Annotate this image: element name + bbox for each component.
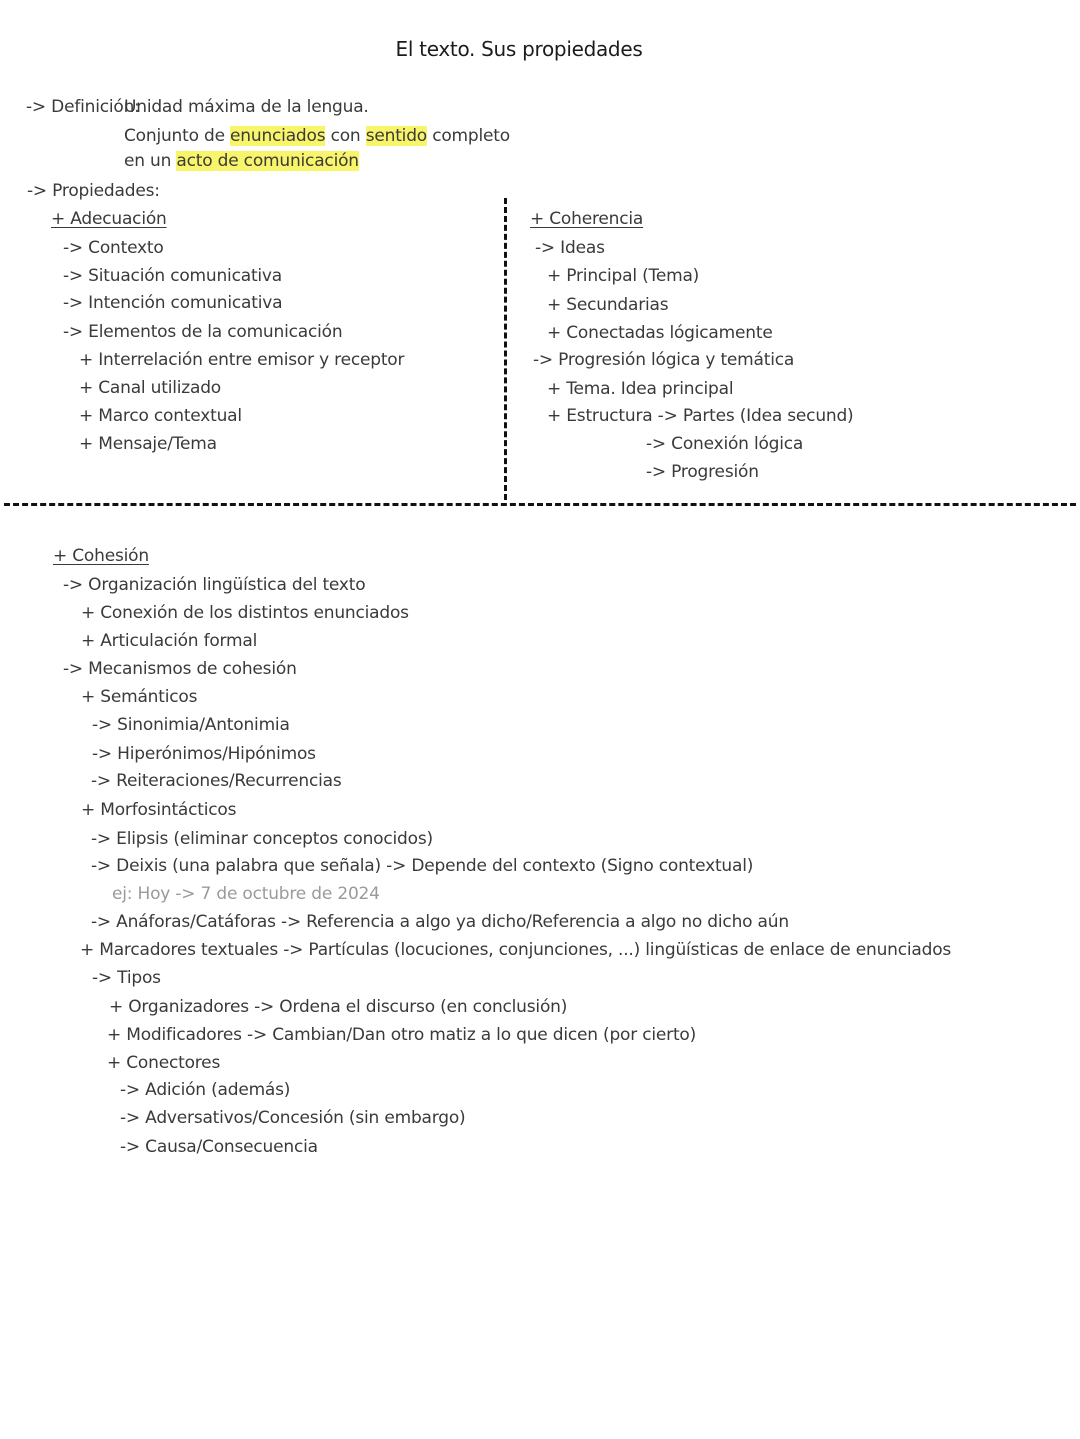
coherencia-item: -> Progresión lógica y temática [533, 350, 795, 370]
cohesion-item: -> Adversativos/Concesión (sin embargo) [120, 1108, 466, 1128]
cohesion-item: -> Sinonimia/Antonimia [92, 715, 290, 735]
cohesion-item: -> Hiperónimos/Hipónimos [92, 744, 316, 764]
cohesion-item: -> Causa/Consecuencia [120, 1137, 318, 1157]
highlight-sentido: sentido [365, 126, 427, 146]
text-fragment: completo [427, 126, 510, 146]
adecuacion-item: -> Intención comunicativa [63, 293, 283, 313]
cohesion-heading: + Cohesión [53, 546, 149, 566]
definition-line-1: Unidad máxima de la lengua. [124, 97, 369, 117]
cohesion-item: + Organizadores -> Ordena el discurso (en conclusión) [109, 997, 568, 1017]
cohesion-item: + Morfosintácticos [81, 800, 237, 820]
vertical-dashed-divider [504, 198, 507, 500]
definition-line-2 [124, 125, 510, 147]
cohesion-item: + Semánticos [81, 687, 198, 707]
adecuacion-item: + Mensaje/Tema [79, 434, 217, 454]
coherencia-item: + Tema. Idea principal [547, 379, 734, 399]
coherencia-item: + Principal (Tema) [547, 266, 700, 286]
adecuacion-item: -> Elementos de la comunicación [63, 322, 343, 342]
definition-label: -> Definición: [26, 97, 140, 117]
adecuacion-item: + Interrelación entre emisor y receptor [79, 350, 405, 370]
coherencia-item: + Estructura -> Partes (Idea secund) [547, 406, 854, 426]
cohesion-item: -> Deixis (una palabra que señala) -> Depende del contexto (Signo contextual) [91, 856, 754, 876]
text-fragment: con [325, 126, 366, 146]
cohesion-item: + Modificadores -> Cambian/Dan otro matiz a lo que dicen (por cierto) [107, 1025, 697, 1045]
cohesion-item: + Marcadores textuales -> Partículas (locuciones, conjunciones, ...) lingüísticas de enlace de enunciados [80, 940, 952, 960]
example-note: ej: Hoy -> 7 de octubre de 2024 [112, 884, 380, 904]
cohesion-item: -> Elipsis (eliminar conceptos conocidos) [91, 829, 433, 849]
adecuacion-item: + Canal utilizado [79, 378, 221, 398]
highlight-acto-de-comunicacion: acto de comunicación [176, 151, 359, 171]
text-fragment: Conjunto de [124, 126, 231, 146]
cohesion-item: + Conectores [107, 1053, 221, 1073]
adecuacion-item: -> Situación comunicativa [63, 266, 283, 286]
coherencia-heading: + Coherencia [530, 209, 644, 229]
coherencia-item: -> Conexión lógica [646, 434, 804, 454]
cohesion-item: + Conexión de los distintos enunciados [81, 603, 409, 623]
coherencia-item: -> Progresión [646, 462, 759, 482]
cohesion-item: -> Anáforas/Catáforas -> Referencia a algo ya dicho/Referencia a algo no dicho aún [91, 912, 789, 932]
cohesion-item: -> Reiteraciones/Recurrencias [91, 771, 342, 791]
adecuacion-item: + Marco contextual [79, 406, 242, 426]
definition-line-3 [124, 150, 359, 172]
coherencia-item: + Conectadas lógicamente [547, 323, 773, 343]
cohesion-item: -> Adición (además) [120, 1080, 291, 1100]
text-fragment: en un [124, 151, 177, 171]
horizontal-dashed-divider [4, 503, 1076, 506]
cohesion-item: -> Tipos [92, 968, 161, 988]
adecuacion-heading: + Adecuación [51, 209, 167, 229]
coherencia-item: + Secundarias [547, 295, 669, 315]
properties-label: -> Propiedades: [27, 181, 160, 201]
cohesion-item: -> Mecanismos de cohesión [63, 659, 297, 679]
coherencia-item: -> Ideas [535, 238, 605, 258]
highlight-enunciados: enunciados [230, 126, 326, 146]
page-title: El texto. Sus propiedades [395, 37, 643, 61]
adecuacion-item: -> Contexto [63, 238, 164, 258]
cohesion-item: -> Organización lingüística del texto [63, 575, 366, 595]
cohesion-item: + Articulación formal [81, 631, 258, 651]
